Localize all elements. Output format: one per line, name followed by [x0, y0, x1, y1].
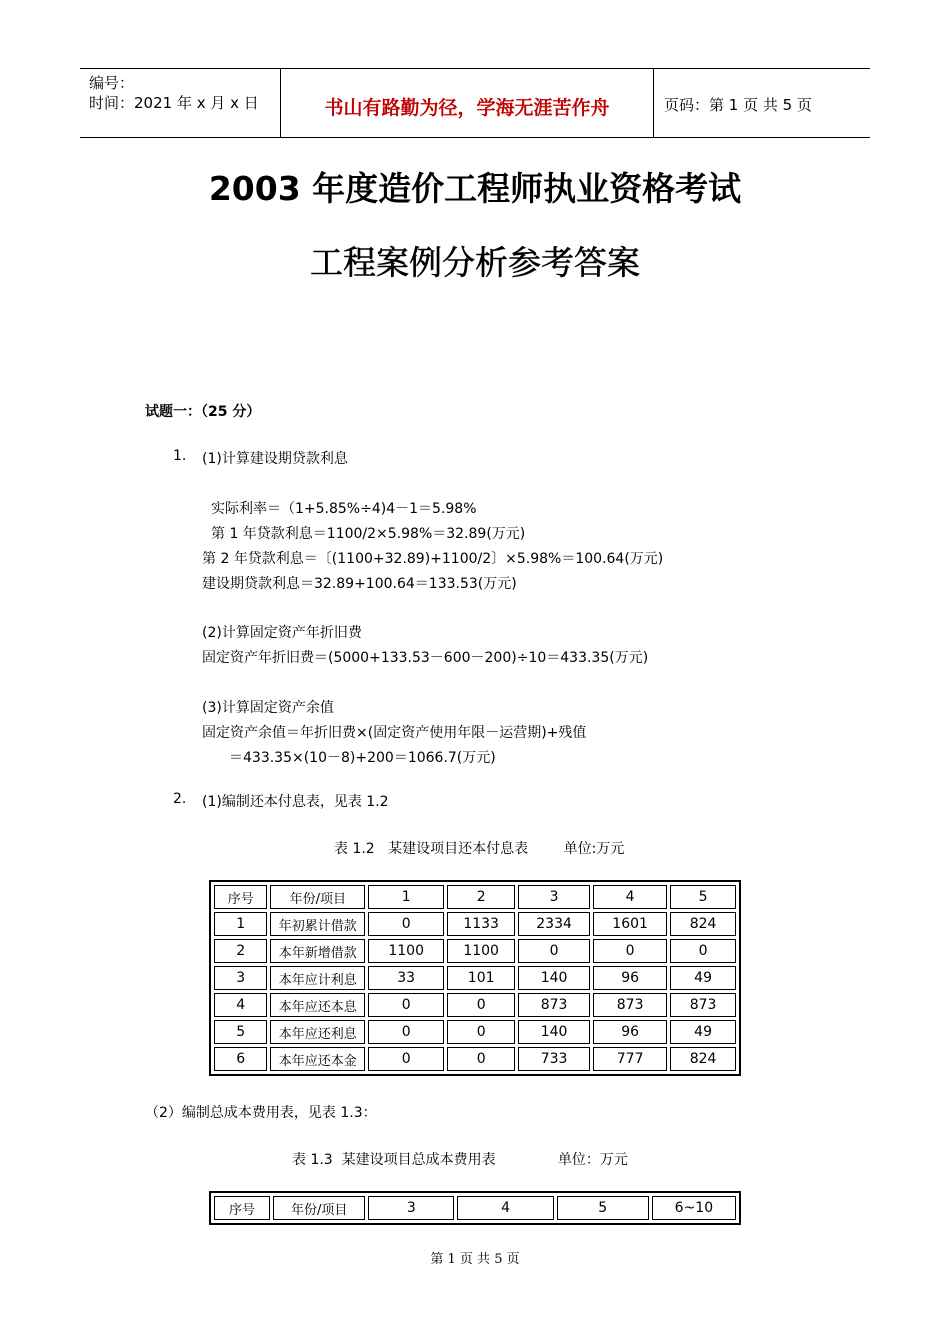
interest-total-line: 建设期贷款利息＝32.89+100.64＝133.53(万元)	[202, 576, 517, 592]
table-cell: 33	[368, 966, 444, 990]
table-cell: 0	[447, 1047, 515, 1071]
table-row	[214, 912, 736, 936]
header-cell: 4	[593, 885, 667, 909]
header-meta-cell	[80, 69, 280, 137]
table-1-2-caption: 表 1.2 某建设项目还本付息表 单位:万元	[334, 841, 625, 857]
interest-year1-line: 第 1 年贷款利息＝1100/2×5.98%＝32.89(万元)	[211, 526, 526, 542]
table-header-row	[214, 885, 736, 909]
table-cell: 733	[518, 1047, 590, 1071]
header-cell: 2	[447, 885, 515, 909]
document-subtitle: 工程案例分析参考答案	[310, 243, 640, 282]
header-cell: 年份/项目	[270, 885, 365, 909]
subsection-3-heading: (3)计算固定资产余值	[202, 700, 334, 716]
table-cell: 824	[670, 912, 736, 936]
header-cell: 年份/项目	[273, 1196, 365, 1220]
table-cell: 1601	[593, 912, 667, 936]
header-cell: 1	[368, 885, 444, 909]
table-cell: 1100	[368, 939, 444, 963]
table-cell: 本年应还利息	[270, 1020, 365, 1044]
table-cell: 140	[518, 966, 590, 990]
page-info: 页码：第 1 页 共 5 页	[664, 96, 812, 114]
table-cell: 873	[518, 993, 590, 1017]
code-label: 编号：	[89, 74, 135, 92]
table-cell: 1	[214, 912, 267, 936]
table-1-3-caption: 表 1.3 某建设项目总成本费用表 单位：万元	[292, 1152, 628, 1168]
motto: 书山有路勤为径，学海无涯苦作舟	[324, 97, 610, 119]
interest-year2-line: 第 2 年贷款利息＝〔(1100+32.89)+1100/2〕×5.98%＝100.64(万元)	[202, 551, 664, 567]
table-cell: 年初累计借款	[270, 912, 365, 936]
time-label: 时间：2021 年 x 月 x 日	[89, 94, 259, 112]
table-cell: 2	[214, 939, 267, 963]
item-number-2: 2.	[173, 791, 187, 807]
header-cell: 序号	[214, 1196, 270, 1220]
table-cell: 49	[670, 1020, 736, 1044]
repayment-table	[209, 880, 741, 1076]
table-row	[214, 993, 736, 1017]
table-cell: 0	[447, 993, 515, 1017]
header-page-cell	[654, 69, 870, 137]
table-cell: 777	[593, 1047, 667, 1071]
item-2-sub2-text: （2）编制总成本费用表，见表 1.3：	[145, 1105, 377, 1121]
residual-formula-line: 固定资产余值＝年折旧费×(固定资产使用年限－运营期)+残值	[202, 725, 587, 741]
table-cell: 49	[670, 966, 736, 990]
header-cell: 5	[670, 885, 736, 909]
table-cell: 0	[670, 939, 736, 963]
question-heading: 试题一：（25 分）	[145, 404, 261, 420]
table-cell: 0	[447, 1020, 515, 1044]
table-cell: 本年新增借款	[270, 939, 365, 963]
table-cell: 873	[670, 993, 736, 1017]
table-row	[214, 1047, 736, 1071]
rate-line: 实际利率＝（1+5.85%÷4)4－1＝5.98%	[211, 501, 477, 517]
table-cell: 1100	[447, 939, 515, 963]
document-title: 2003 年度造价工程师执业资格考试	[208, 169, 742, 208]
table-cell: 本年应还本金	[270, 1047, 365, 1071]
header-cell: 5	[557, 1196, 649, 1220]
header-cell: 3	[518, 885, 590, 909]
item-1-text: (1)计算建设期贷款利息	[202, 451, 348, 467]
depreciation-line: 固定资产年折旧费＝(5000+133.53－600－200)÷10＝433.35(万元)	[202, 650, 649, 666]
table-cell: 0	[518, 939, 590, 963]
page-footer: 第 1 页 共 5 页	[430, 1252, 520, 1267]
table-row	[214, 1020, 736, 1044]
table-cell: 0	[368, 993, 444, 1017]
table-cell: 4	[214, 993, 267, 1017]
table-row	[214, 966, 736, 990]
table-cell: 140	[518, 1020, 590, 1044]
table-cell: 873	[593, 993, 667, 1017]
table-cell: 本年应还本息	[270, 993, 365, 1017]
table-cell: 2334	[518, 912, 590, 936]
table-cell: 0	[368, 1020, 444, 1044]
subsection-2-heading: (2)计算固定资产年折旧费	[202, 625, 362, 641]
table-header-row	[214, 1196, 736, 1220]
table-cell: 1133	[447, 912, 515, 936]
table-cell: 0	[593, 939, 667, 963]
table-cell: 96	[593, 1020, 667, 1044]
table-cell: 824	[670, 1047, 736, 1071]
table-cell: 5	[214, 1020, 267, 1044]
header-cell: 序号	[214, 885, 267, 909]
table-cell: 6	[214, 1047, 267, 1071]
header-motto-cell	[280, 69, 654, 137]
header-cell: 3	[368, 1196, 454, 1220]
total-cost-table	[209, 1191, 741, 1225]
item-2-text: (1)编制还本付息表，见表 1.2	[202, 794, 389, 810]
table-cell: 0	[368, 912, 444, 936]
table-cell: 96	[593, 966, 667, 990]
residual-result-line: ＝433.35×(10－8)+200＝1066.7(万元)	[229, 750, 496, 766]
header-cell: 6~10	[652, 1196, 736, 1220]
table-cell: 3	[214, 966, 267, 990]
item-number-1: 1.	[173, 448, 187, 464]
table-cell: 本年应计利息	[270, 966, 365, 990]
header-cell: 4	[457, 1196, 553, 1220]
table-cell: 0	[368, 1047, 444, 1071]
table-row	[214, 939, 736, 963]
document-header	[80, 68, 870, 138]
table-cell: 101	[447, 966, 515, 990]
